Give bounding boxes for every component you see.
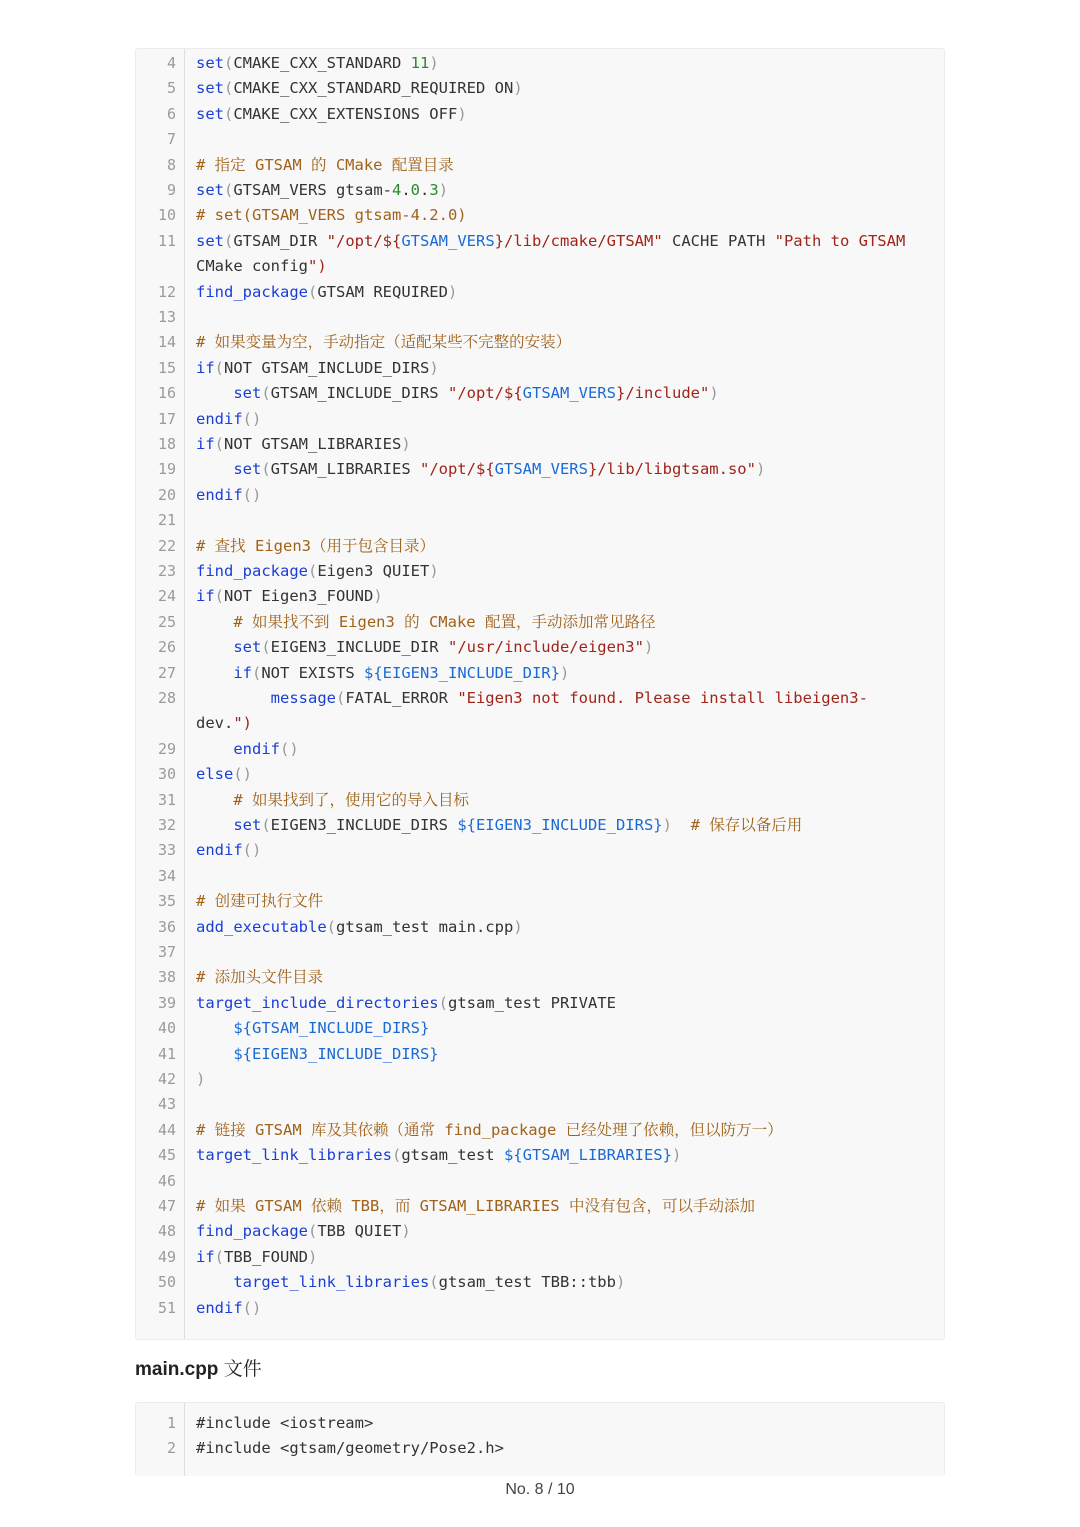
code-text: if(NOT GTSAM_LIBRARIES): [196, 435, 411, 453]
heading-suffix: 文件: [223, 1359, 262, 1380]
code-text: set(GTSAM_INCLUDE_DIRS "/opt/${GTSAM_VERS}/include"): [233, 384, 719, 403]
code-text: if(TBB_FOUND): [196, 1247, 318, 1266]
code-text: # 指定 GTSAM 的 CMake 配置目录: [196, 155, 454, 174]
line-number: 40: [157, 1019, 176, 1038]
line-number: 44: [157, 1120, 176, 1139]
line-number: 16: [157, 384, 176, 403]
line-number: 39: [157, 993, 176, 1012]
code-text: # 查找 Eigen3（用于包含目录）: [196, 536, 435, 555]
line-number: 21: [157, 511, 176, 530]
code-text: set(EIGEN3_INCLUDE_DIRS ${EIGEN3_INCLUDE_DIRS}) # 保存以备后用: [233, 816, 803, 834]
code-text: ${EIGEN3_INCLUDE_DIRS}: [233, 1044, 439, 1063]
code-text: find_package(GTSAM REQUIRED): [196, 282, 458, 301]
code-text: else(): [196, 765, 253, 784]
code-text: #include <iostream>: [196, 1414, 374, 1432]
code-text: set(EIGEN3_INCLUDE_DIR "/usr/include/eigen3"): [233, 638, 654, 657]
line-number: 24: [157, 587, 176, 606]
page-number: No. 8 / 10: [505, 1481, 575, 1498]
line-number: 30: [157, 765, 176, 784]
line-number: 26: [157, 638, 176, 657]
line-number: 2: [166, 1439, 176, 1458]
line-number: 27: [157, 663, 176, 682]
code-text: set(CMAKE_CXX_STANDARD_REQUIRED ON): [196, 79, 523, 98]
line-number: 36: [157, 917, 176, 936]
line-number: 14: [157, 333, 176, 352]
line-number: 31: [157, 790, 176, 809]
line-number: 49: [157, 1247, 176, 1266]
code-text: # 链接 GTSAM 库及其依赖（通常 find_package 已经处理了依赖，但以防万一）: [196, 1120, 783, 1139]
code-text: endif(): [196, 1298, 262, 1317]
line-number: 11: [157, 231, 176, 250]
line-number: 46: [157, 1171, 176, 1190]
code-text: if(NOT EXISTS ${EIGEN3_INCLUDE_DIR}): [233, 663, 570, 682]
line-number: 41: [157, 1044, 176, 1063]
code-text: set(GTSAM_VERS gtsam-4.0.3): [196, 181, 449, 199]
line-number: 4: [166, 54, 176, 72]
line-number: 28: [157, 689, 176, 707]
line-number: 33: [157, 841, 176, 860]
line-number: 29: [157, 739, 176, 758]
line-number: 8: [166, 155, 176, 174]
line-number: 10: [157, 206, 176, 225]
line-number: 47: [157, 1197, 176, 1215]
code-text: # 如果找不到 Eigen3 的 CMake 配置，手动添加常见路径: [233, 612, 656, 631]
code-text: ): [196, 1070, 206, 1088]
code-text: # 如果 GTSAM 依赖 TBB，而 GTSAM_LIBRARIES 中没有包含，可以手动添加: [196, 1197, 755, 1215]
line-number: 6: [166, 104, 176, 123]
heading-filename: main.cpp: [135, 1359, 219, 1380]
code-text: target_link_libraries(gtsam_test TBB::tbb): [233, 1273, 626, 1292]
line-number: 32: [157, 816, 176, 834]
line-number: 5: [166, 79, 176, 98]
line-number: 17: [157, 409, 176, 428]
line-number: 19: [157, 460, 176, 479]
code-text: # 如果找到了，使用它的导入目标: [233, 790, 469, 809]
line-number: 45: [157, 1146, 176, 1165]
code-text: # 添加头文件目录: [196, 968, 324, 987]
code-text: dev."): [196, 714, 252, 733]
gutter-divider: [184, 49, 185, 1339]
code-text: # 如果变量为空，手动指定（适配某些不完整的安装）: [196, 333, 572, 352]
line-number: 25: [157, 612, 176, 631]
line-number: 48: [157, 1222, 176, 1241]
line-number: 13: [157, 308, 176, 326]
line-number: 35: [157, 892, 176, 911]
line-number: 7: [166, 130, 176, 149]
code-text: endif(): [196, 841, 262, 860]
cmake-code-block: [135, 48, 945, 1340]
line-number: 22: [157, 536, 176, 555]
code-text: find_package(TBB QUIET): [196, 1222, 411, 1241]
code-text: if(NOT GTSAM_INCLUDE_DIRS): [196, 358, 439, 377]
line-number: 20: [157, 485, 176, 504]
section-heading: [135, 1354, 262, 1381]
code-text: set(CMAKE_CXX_STANDARD 11): [196, 54, 439, 72]
code-text: endif(): [233, 739, 299, 758]
line-number: 23: [157, 562, 176, 580]
code-text: set(GTSAM_DIR "/opt/${GTSAM_VERS}/lib/cmake/GTSAM" CACHE PATH "Path to GTSAM: [196, 231, 906, 250]
code-text: #include <gtsam/geometry/Pose2.h>: [196, 1439, 504, 1458]
cpp-code-block: [135, 1402, 945, 1476]
code-text: ${GTSAM_INCLUDE_DIRS}: [233, 1019, 430, 1038]
code-text: CMake config"): [196, 257, 327, 276]
code-text: target_link_libraries(gtsam_test ${GTSAM_LIBRARIES}): [196, 1146, 682, 1165]
code-text: set(GTSAM_LIBRARIES "/opt/${GTSAM_VERS}/lib/libgtsam.so"): [233, 460, 766, 479]
code-text: message(FATAL_ERROR "Eigen3 not found. Please install libeigen3-: [270, 689, 868, 707]
code-text: endif(): [196, 485, 262, 504]
code-text: add_executable(gtsam_test main.cpp): [196, 917, 523, 936]
line-number: 38: [157, 968, 176, 987]
line-number: 51: [157, 1298, 176, 1317]
code-text: if(NOT Eigen3_FOUND): [196, 587, 383, 606]
code-text: find_package(Eigen3 QUIET): [196, 562, 439, 580]
code-text: endif(): [196, 409, 262, 428]
line-number: 15: [157, 358, 176, 377]
line-number: 37: [157, 943, 176, 961]
line-number: 50: [157, 1273, 176, 1292]
line-number: 42: [157, 1070, 176, 1088]
code-text: target_include_directories(gtsam_test PRIVATE: [196, 993, 616, 1012]
line-number: 1: [166, 1414, 176, 1432]
gutter-divider: [184, 1403, 185, 1476]
line-number: 18: [157, 435, 176, 453]
line-number: 34: [157, 866, 176, 885]
line-number: 12: [157, 282, 176, 301]
code-text: set(CMAKE_CXX_EXTENSIONS OFF): [196, 104, 467, 123]
code-text: # 创建可执行文件: [196, 892, 324, 911]
line-number: 43: [157, 1095, 176, 1114]
code-text: # set(GTSAM_VERS gtsam-4.2.0): [196, 206, 467, 225]
line-number: 9: [166, 181, 176, 199]
